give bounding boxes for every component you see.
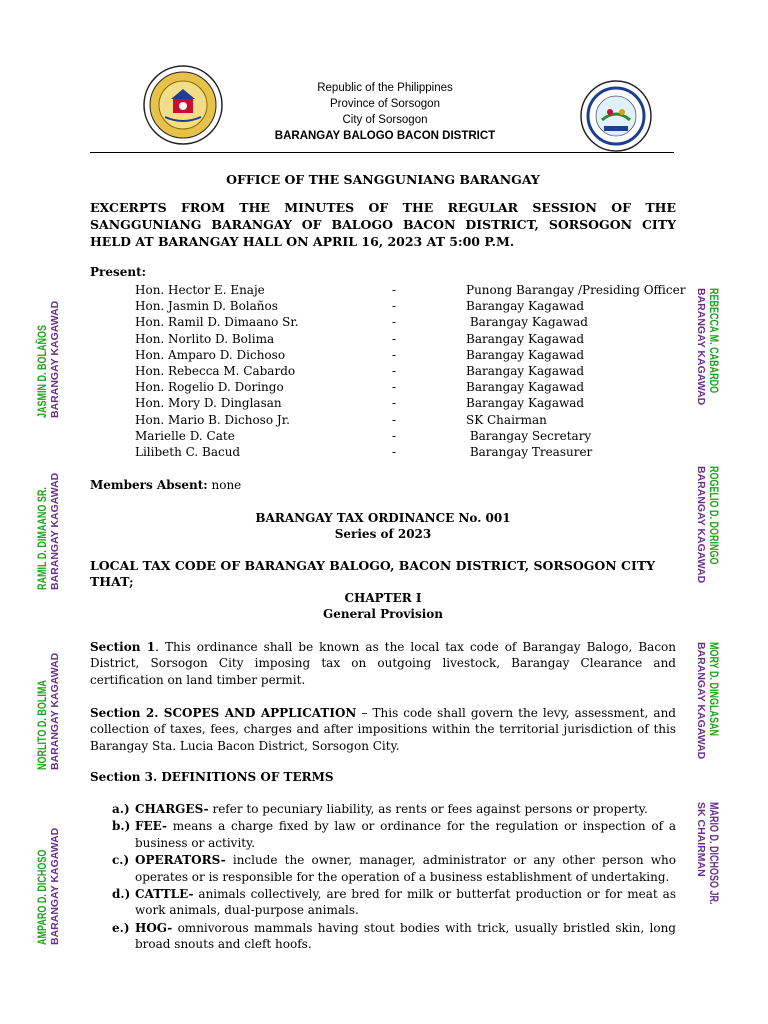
ordinance-series: Series of 2023 [334,527,432,541]
section-2: Section 2. SCOPES AND APPLICATION – This code shall govern the levy, assessment, and collection of taxes, fees, charges and after impositions within the territorial jurisdiction of this Barangay Sta. Lucia Bacon District, Sorsogon City. [90,706,676,753]
ordinance-title: BARANGAY TAX ORDINANCE No. 001 [255,511,511,525]
chapter-subtitle: General Provision [323,607,443,621]
section-1: Section 1. This ordinance shall be known as the local tax code of Barangay Balogo, Bacon District, Sorsogon City imposing tax on outgoing livestock, Barangay Clearance and certification on land timber permit. [90,640,677,687]
local-tax-heading: LOCAL TAX CODE OF BARANGAY BALOGO, BACON DISTRICT, SORSOGON CITY THAT; [90,558,656,589]
members-absent [90,478,241,492]
office-title: OFFICE OF THE SANGGUNIANG BARANGAY [226,172,540,187]
excerpt-heading: EXCERPTS FROM THE MINUTES OF THE REGULAR SESSION OF THE SANGGUNIANG BARANGAY OF BALOGO BACON DISTRICT, SORSOGON CITY HELD AT BARANGAY HALL ON APRIL 16, 2023 AT 5:00 P.M. [90,200,676,249]
signature-right-dichoso-jr: MARIO D. DICHOSO JR. SK CHAIRMAN [695,802,721,905]
attendee-row: Hon. Mory D. Dinglasan - Barangay Kagawad [135,396,585,411]
signature-left-bolanos: JASMIN D. BOLAÑOS BARANGAY KAGAWAD [35,300,61,418]
attendee-row: Marielle D. Cate - Barangay Secretary [135,428,592,443]
chapter-title: CHAPTER I [344,591,422,605]
absent-label: Members Absent: [90,478,208,492]
header-city: City of Sorsogon [342,114,428,126]
attendee-row: Hon. Amparo D. Dichoso - Barangay Kagawad [135,347,585,362]
attendee-row: Hon. Rebecca M. Cabardo - Barangay Kagawad [135,364,585,379]
chapter-heading [90,590,676,622]
header-barangay: BARANGAY BALOGO BACON DISTRICT [274,130,496,142]
definition-item: a.) CHARGES- refer to pecuniary liability, as rents or fees against persons or property. [112,802,648,816]
definition-item: b.) FEE- means a charge fixed by law or ordinance for the regulation or inspection of a business or activity. [112,819,676,850]
attendee-row: Hon. Ramil D. Dimaano Sr. - Barangay Kagawad [135,315,588,330]
definitions-list [112,801,676,954]
header-republic: Republic of the Philippines [317,82,453,94]
section-3: Section 3. DEFINITIONS OF TERMS [90,770,334,784]
absent-value: none [207,478,242,492]
ordinance-heading [90,510,676,542]
attendance-list [90,282,690,460]
attendee-row: Hon. Rogelio D. Doringo - Barangay Kagawad [135,380,585,395]
attendee-row: Hon. Hector E. Enaje - Punong Barangay /Presiding Officer [135,283,686,297]
definition-item: c.) OPERATORS- include the owner, manager, administrator or any other person who operates or is responsible for the operation of a business establishment of undertaking. [112,853,676,884]
signature-left-bolima: NORLITO D. BOLIMA BARANGAY KAGAWAD [35,652,61,770]
attendee-row: Lilibeth C. Bacud - Barangay Treasurer [135,445,593,460]
definition-item: d.) CATTLE- animals collectively, are bred for milk or butterfat production or for meat as work animals, dual-purpose animals. [112,887,676,918]
signature-left-dimaano: RAMIL D. DIMAANO SR. BARANGAY KAGAWAD [35,472,61,590]
header-divider [90,152,674,153]
signature-right-doringo: ROGELIO D. DORINGO BARANGAY KAGAWAD [695,466,721,584]
definition-item: e.) HOG- omnivorous mammals having stout bodies with trick, usually bristled skin, long broad snouts and cleft hoofs. [112,920,676,952]
attendee-row: Hon. Mario B. Dichoso Jr. - SK Chairman [135,412,547,427]
barangay-seal-icon [580,80,652,152]
signature-left-dichoso: AMPARO D. DICHOSO BARANGAY KAGAWAD [35,827,61,945]
present-label: Present: [90,265,147,279]
attendee-row: Hon. Jasmin D. Bolaños - Barangay Kagawad [135,299,585,314]
letterhead [200,80,570,144]
header-province: Province of Sorsogon [330,98,440,110]
signature-right-dinglasan: MORY D. DINGLASAN BARANGAY KAGAWAD [695,642,721,760]
attendee-row: Hon. Norlito D. Bolima - Barangay Kagawad [135,331,585,346]
signature-right-cabardo: REBECCA M. CABARDO BARANGAY KAGAWAD [695,288,721,406]
